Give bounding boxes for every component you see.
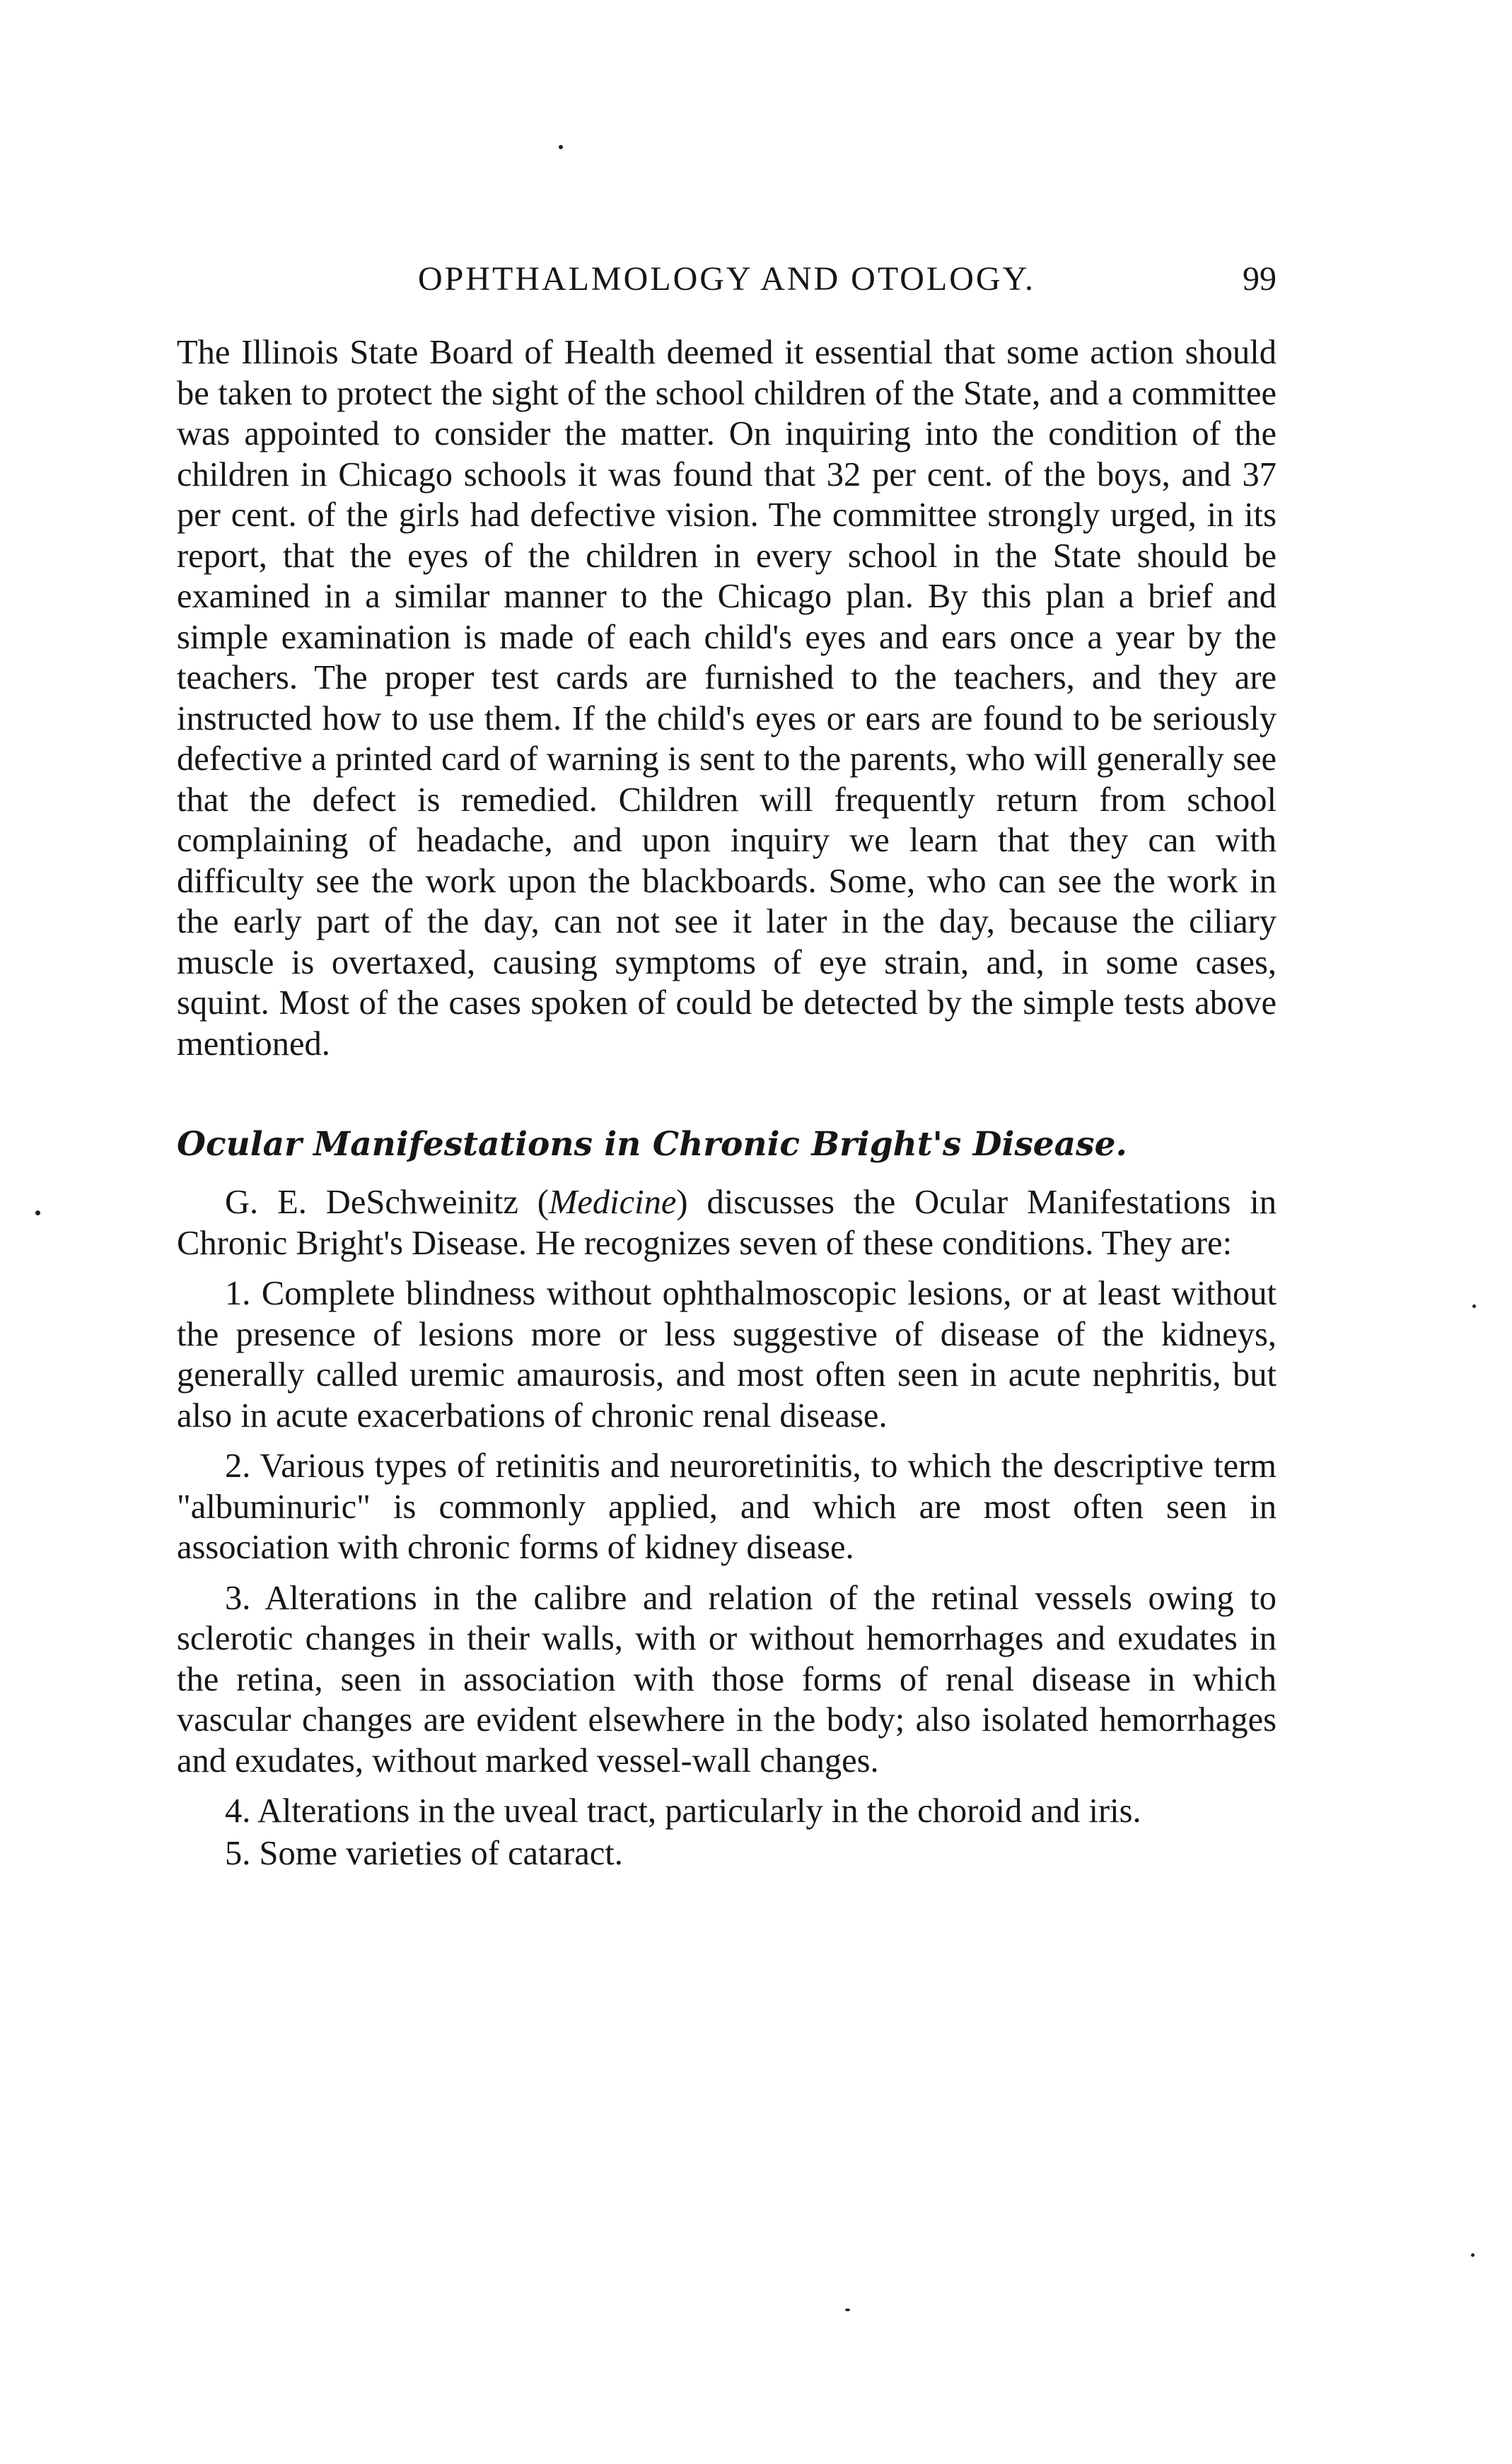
print-speck <box>35 1210 40 1215</box>
section-heading: Ocular Manifestations in Chronic Bright's Disease. <box>177 1125 1127 1164</box>
lead-text-before: G. E. DeSchweinitz ( <box>225 1184 549 1221</box>
running-head: OPHTHALMOLOGY AND OTOLOGY. <box>417 260 1036 298</box>
print-speck <box>1471 2253 1475 2257</box>
page-number: 99 <box>1243 260 1277 298</box>
page-header <box>177 255 1277 304</box>
page-body <box>177 332 1277 1874</box>
print-speck <box>559 145 563 149</box>
list-item: 1. Complete blindness without ophthalmoscopic lesions, or at least without the presence of lesions more or less suggestive of disease of the kidneys, generally called uremic amaurosis, and most often seen in acute nephritis, but also in acute exacerbations of chronic renal disease. <box>177 1275 1277 1435</box>
lead-text-after: ) discusses the Ocular Manifestations in Chronic Bright's Disease. He recognizes seven of these conditions. They are: <box>177 1184 1277 1262</box>
list-item: 4. Alterations in the uveal tract, particularly in the choroid and iris. <box>225 1792 1141 1830</box>
list-item: 2. Various types of retinitis and neuroretinitis, to which the descriptive term "albuminuric" is commonly applied, and which are most often seen in association with chronic forms of kidney disease. <box>177 1447 1277 1566</box>
intro-paragraph: The Illinois State Board of Health deemed it essential that some action should be taken to protect the sight of the school children of the State, and a committee was appointed to consider the matter. On inquiring into the condition of the children in Chicago schools it was found that 32 per cent. of the boys, and 37 per cent. of the girls had defective vision. The committee strongly urged, in its report, that the eyes of the children in every school in the State should be examined in a similar manner to the Chicago plan. By this plan a brief and simple examination is made of each child's eyes and ears once a year by the teachers. The proper test cards are furnished to the teachers, and they are instructed how to use them. If the child's eyes or ears are found to be seriously defective a printed card of warning is sent to the parents, who will generally see that the defect is remedied. Children will frequently return from school complaining of headache, and upon inquiry we learn that they can with difficulty see the work upon the blackboards. Some, who can see the work in the early part of the day, can not see it later in the day, because the ciliary muscle is overtaxed, causing symptoms of eye strain, and, in some cases, squint. Most of the cases spoken of could be detected by the simple tests above mentioned. <box>177 334 1277 1063</box>
section-lead-paragraph <box>177 1182 1277 1263</box>
print-speck <box>1472 1304 1476 1308</box>
list-item: 5. Some varieties of cataract. <box>225 1834 623 1872</box>
list-item: 3. Alterations in the calibre and relation of the retinal vessels owing to sclerotic changes in their walls, with or without hemorrhages and exudates in the retina, seen in association with those forms of renal disease in which vascular changes are evident elsewhere in the body; also isolated hemorrhages and exudates, without marked vessel-wall changes. <box>177 1579 1277 1780</box>
print-speck <box>845 2308 850 2311</box>
source-title: Medicine <box>548 1184 677 1221</box>
